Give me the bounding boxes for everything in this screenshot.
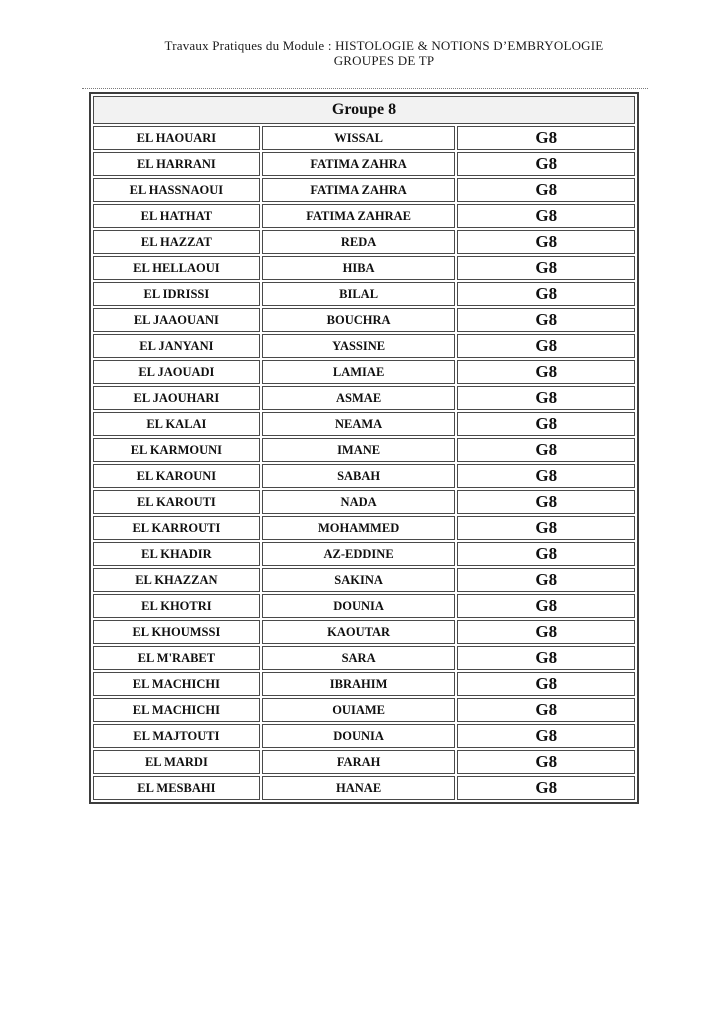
first-name-cell: MOHAMMED (262, 516, 456, 540)
group-cell: G8 (457, 308, 635, 332)
table-row (93, 568, 635, 592)
table-row (93, 334, 635, 358)
last-name-cell: EL MARDI (93, 750, 260, 774)
table-row (93, 152, 635, 176)
last-name-cell: EL HASSNAOUI (93, 178, 260, 202)
table-row (93, 204, 635, 228)
table-row (93, 126, 635, 150)
last-name-cell: EL JAOUHARI (93, 386, 260, 410)
last-name-cell: EL M'RABET (93, 646, 260, 670)
table-row (93, 230, 635, 254)
first-name-cell: OUIAME (262, 698, 456, 722)
table-row (93, 360, 635, 384)
table-row (93, 412, 635, 436)
group-cell: G8 (457, 178, 635, 202)
group-cell: G8 (457, 126, 635, 150)
last-name-cell: EL KHOTRI (93, 594, 260, 618)
table-row (93, 646, 635, 670)
group-cell: G8 (457, 256, 635, 280)
table-row (93, 776, 635, 800)
group-cell: G8 (457, 360, 635, 384)
table-row (93, 750, 635, 774)
last-name-cell: EL KHOUMSSI (93, 620, 260, 644)
last-name-cell: EL JANYANI (93, 334, 260, 358)
first-name-cell: WISSAL (262, 126, 456, 150)
document-header (44, 38, 724, 68)
first-name-cell: DOUNIA (262, 724, 456, 748)
first-name-cell: FATIMA ZAHRA (262, 178, 456, 202)
first-name-cell: LAMIAE (262, 360, 456, 384)
first-name-cell: NADA (262, 490, 456, 514)
group-cell: G8 (457, 204, 635, 228)
first-name-cell: BILAL (262, 282, 456, 306)
group-table (89, 92, 639, 804)
table-row (93, 594, 635, 618)
group-cell: G8 (457, 542, 635, 566)
table-row (93, 282, 635, 306)
first-name-cell: NEAMA (262, 412, 456, 436)
group-cell: G8 (457, 776, 635, 800)
group-cell: G8 (457, 152, 635, 176)
group-cell: G8 (457, 282, 635, 306)
group-cell: G8 (457, 672, 635, 696)
dotted-separator (82, 88, 648, 89)
group-cell: G8 (457, 594, 635, 618)
last-name-cell: EL KHADIR (93, 542, 260, 566)
first-name-cell: SABAH (262, 464, 456, 488)
first-name-cell: YASSINE (262, 334, 456, 358)
group-cell: G8 (457, 464, 635, 488)
last-name-cell: EL MACHICHI (93, 698, 260, 722)
group-table-title: Groupe 8 (93, 96, 635, 124)
last-name-cell: EL HAZZAT (93, 230, 260, 254)
group-cell: G8 (457, 516, 635, 540)
first-name-cell: HANAE (262, 776, 456, 800)
first-name-cell: FARAH (262, 750, 456, 774)
table-row (93, 672, 635, 696)
last-name-cell: EL MACHICHI (93, 672, 260, 696)
first-name-cell: BOUCHRA (262, 308, 456, 332)
first-name-cell: KAOUTAR (262, 620, 456, 644)
last-name-cell: EL KARROUTI (93, 516, 260, 540)
group-cell: G8 (457, 334, 635, 358)
last-name-cell: EL JAAOUANI (93, 308, 260, 332)
last-name-cell: EL KARMOUNI (93, 438, 260, 462)
first-name-cell: IMANE (262, 438, 456, 462)
group-table-header-row (93, 96, 635, 124)
last-name-cell: EL HAOUARI (93, 126, 260, 150)
first-name-cell: SAKINA (262, 568, 456, 592)
last-name-cell: EL JAOUADI (93, 360, 260, 384)
table-row (93, 464, 635, 488)
last-name-cell: EL KAROUTI (93, 490, 260, 514)
first-name-cell: IBRAHIM (262, 672, 456, 696)
table-row (93, 256, 635, 280)
group-cell: G8 (457, 646, 635, 670)
group-cell: G8 (457, 750, 635, 774)
group-cell: G8 (457, 698, 635, 722)
table-row (93, 438, 635, 462)
group-cell: G8 (457, 386, 635, 410)
table-row (93, 620, 635, 644)
table-row (93, 724, 635, 748)
group-cell: G8 (457, 568, 635, 592)
table-row (93, 308, 635, 332)
group-cell: G8 (457, 724, 635, 748)
first-name-cell: DOUNIA (262, 594, 456, 618)
first-name-cell: FATIMA ZAHRA (262, 152, 456, 176)
group-cell: G8 (457, 412, 635, 436)
table-row (93, 386, 635, 410)
first-name-cell: AZ-EDDINE (262, 542, 456, 566)
table-row (93, 516, 635, 540)
group-table-body (93, 126, 635, 800)
last-name-cell: EL KHAZZAN (93, 568, 260, 592)
last-name-cell: EL HELLAOUI (93, 256, 260, 280)
last-name-cell: EL KALAI (93, 412, 260, 436)
doc-title-line2: GROUPES DE TP (333, 53, 435, 68)
last-name-cell: EL HARRANI (93, 152, 260, 176)
table-row (93, 178, 635, 202)
first-name-cell: ASMAE (262, 386, 456, 410)
first-name-cell: SARA (262, 646, 456, 670)
group-cell: G8 (457, 438, 635, 462)
last-name-cell: EL HATHAT (93, 204, 260, 228)
table-row (93, 542, 635, 566)
last-name-cell: EL MESBAHI (93, 776, 260, 800)
last-name-cell: EL IDRISSI (93, 282, 260, 306)
first-name-cell: FATIMA ZAHRAE (262, 204, 456, 228)
first-name-cell: HIBA (262, 256, 456, 280)
group-cell: G8 (457, 230, 635, 254)
last-name-cell: EL KAROUNI (93, 464, 260, 488)
first-name-cell: REDA (262, 230, 456, 254)
table-row (93, 490, 635, 514)
group-cell: G8 (457, 620, 635, 644)
last-name-cell: EL MAJTOUTI (93, 724, 260, 748)
table-row (93, 698, 635, 722)
group-cell: G8 (457, 490, 635, 514)
doc-title-line1: Travaux Pratiques du Module : HISTOLOGIE & NOTIONS D’EMBRYOLOGIE (164, 38, 604, 53)
